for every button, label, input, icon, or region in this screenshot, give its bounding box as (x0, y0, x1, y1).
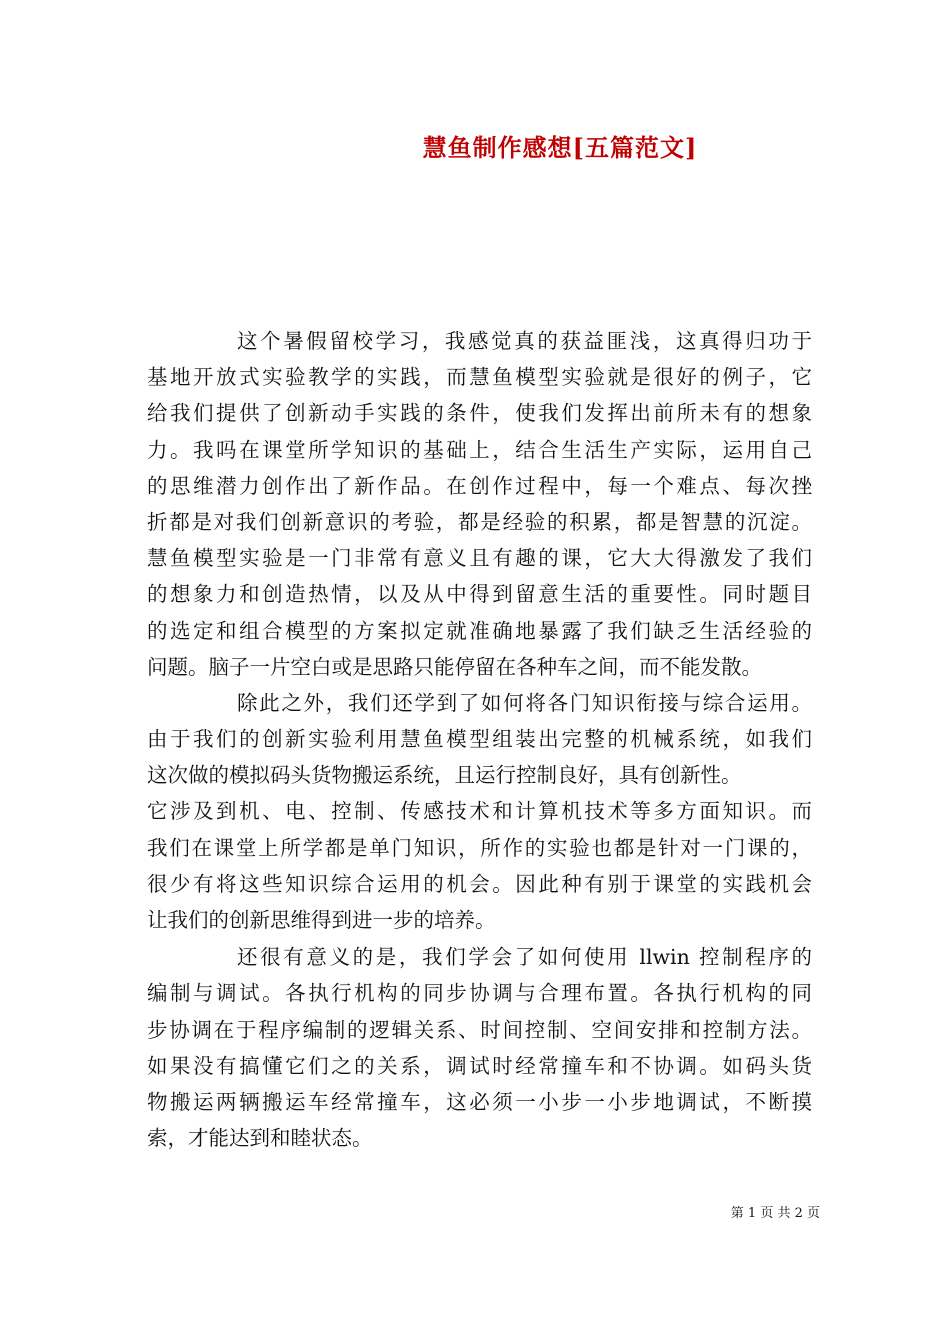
text-line: 的选定和组合模型的方案拟定就准确地暴露了我们缺乏生活经验的 (147, 618, 812, 643)
text-line: 折都是对我们创新意识的考验，都是经验的积累，都是智慧的沉淀。 (147, 509, 812, 534)
paragraph (147, 685, 812, 938)
text-line: 我们在课堂上所学都是单门知识，所作的实验也都是针对一门课的， (147, 835, 812, 860)
text-line: 基地开放式实验教学的实践，而慧鱼模型实验就是很好的例子，它 (147, 365, 812, 390)
text-line: 慧鱼模型实验是一门非常有意义且有趣的课，它大大得激发了我们 (147, 546, 812, 571)
text-line: 除此之外，我们还学到了如何将各门知识衔接与综合运用。 (237, 690, 812, 715)
text-line: 问题。脑子一片空白或是思路只能停留在各种车之间，而不能发散。 (147, 654, 762, 679)
text-line: 它涉及到机、电、控制、传感技术和计算机技术等多方面知识。而 (147, 799, 812, 824)
text-line: 如果没有搞懂它们之的关系，调试时经常撞车和不协调。如码头货 (147, 1053, 812, 1078)
text-line: 这个暑假留校学习，我感觉真的获益匪浅，这真得归功于 (237, 329, 812, 353)
text-line: 让我们的创新思维得到进一步的培养。 (147, 908, 496, 932)
text-line: 编制与调试。各执行机构的同步协调与合理布置。各执行机构的同 (147, 981, 812, 1006)
text-line: 的想象力和创造热情，以及从中得到留意生活的重要性。同时题目 (147, 582, 812, 607)
text-line: 步协调在于程序编制的逻辑关系、时间控制、空间安排和控制方法。 (147, 1017, 812, 1042)
text-line: 索，才能达到和睦状态。 (147, 1126, 373, 1151)
text-line: 给我们提供了创新动手实践的条件，使我们发挥出前所未有的想象 (147, 401, 812, 426)
text-line: 还很有意义的是，我们学会了如何使用 llwin 控制程序的 (237, 945, 812, 970)
paragraph (147, 323, 812, 685)
document-title: 慧鱼制作感想[五篇范文] (422, 133, 698, 162)
document-body (147, 323, 812, 1156)
text-line: 这次做的模拟码头货物搬运系统，且运行控制良好，具有创新性。 (147, 763, 742, 788)
text-line: 力。我吗在课堂所学知识的基础上，结合生活生产实际，运用自己 (147, 437, 812, 462)
text-line: 由于我们的创新实验利用慧鱼模型组装出完整的机械系统，如我们 (147, 727, 812, 752)
text-line: 的思维潜力创作出了新作品。在创作过程中，每一个难点、每次挫 (147, 473, 812, 498)
text-line: 很少有将这些知识综合运用的机会。因此种有别于课堂的实践机会 (147, 871, 812, 896)
text-line: 物搬运两辆搬运车经常撞车，这必须一小步一小步地调试，不断摸 (147, 1089, 812, 1114)
page-number: 第 1 页 共 2 页 (730, 1206, 820, 1221)
paragraph (147, 939, 812, 1156)
